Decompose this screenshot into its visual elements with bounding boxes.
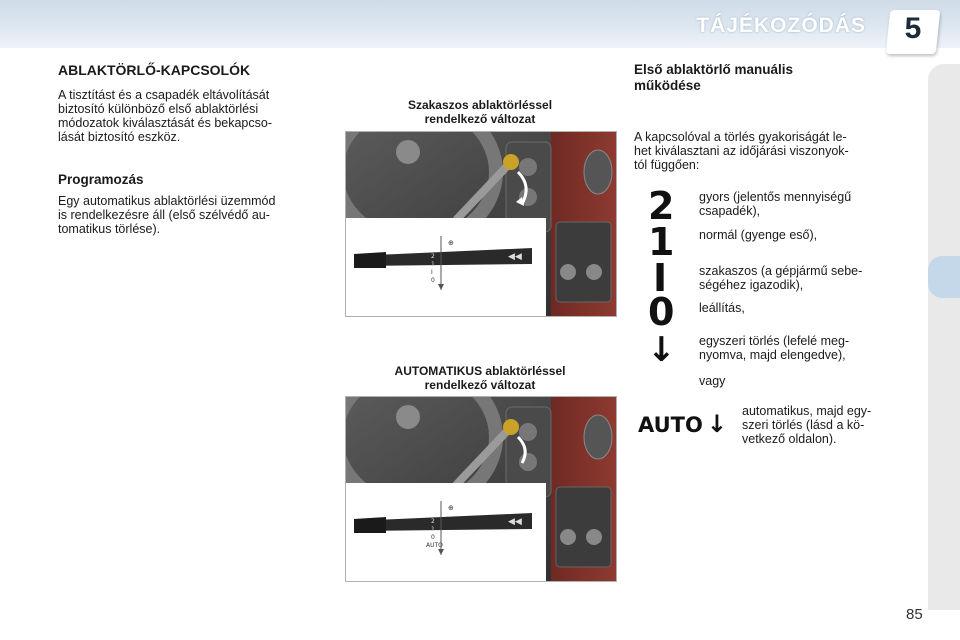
manual-operation-heading: Első ablaktörlő manuális működése bbox=[634, 62, 794, 93]
arrow-down-icon: ↓ bbox=[647, 330, 676, 370]
stalk2-label-0: 0 bbox=[431, 534, 435, 541]
speed-2-icon: 2 bbox=[648, 184, 675, 228]
intermittent-icon: I bbox=[653, 256, 668, 300]
item-intermittent: szakaszos (a gépjármű sebe- ségéhez igazodik), bbox=[699, 264, 863, 292]
side-marker bbox=[928, 256, 960, 298]
item-normal: normál (gyenge eső), bbox=[699, 228, 818, 242]
svg-text:◀◀: ◀◀ bbox=[508, 252, 522, 262]
caption-intermittent: Szakaszos ablaktörléssel rendelkező változat bbox=[407, 98, 553, 126]
page-title: TÁJÉKOZÓDÁS bbox=[696, 14, 866, 37]
item-fast: gyors (jelentős mennyiségű csapadék), bbox=[699, 190, 852, 218]
or-text: vagy bbox=[699, 374, 726, 388]
svg-text:◀◀: ◀◀ bbox=[508, 517, 522, 527]
speed-1-icon: 1 bbox=[648, 220, 675, 264]
svg-text:⊕: ⊕ bbox=[448, 504, 454, 512]
programming-paragraph: Egy automatikus ablaktörlési üzemmód is rendelkezésre áll (első szélvédő au- tomatikus törlése). bbox=[58, 194, 276, 236]
item-automatic: automatikus, majd egy- szeri törlés (lásd a kö- vetkező oldalon). bbox=[742, 404, 872, 446]
stalk1-label-0: 0 bbox=[431, 277, 435, 284]
stalk1-label-i: I bbox=[431, 269, 433, 276]
svg-text:⊕: ⊕ bbox=[448, 239, 454, 247]
item-single-wipe: egyszeri törlés (lefelé meg- nyomva, majd elengedve), bbox=[699, 334, 850, 362]
caption-automatic: AUTOMATIKUS ablaktörléssel rendelkező változat bbox=[394, 364, 566, 392]
photo-intermittent-stalk bbox=[345, 131, 617, 317]
intro-paragraph: A tisztítást és a csapadék eltávolítását biztosító különböző első ablaktörlési módozatok kiválasztását és bekapcso- lását biztosító eszköz. bbox=[58, 88, 272, 144]
section-heading: ABLAKTÖRLŐ-KAPCSOLÓK bbox=[58, 62, 251, 78]
chapter-number: 5 bbox=[904, 12, 922, 45]
dashboard-illustration-auto bbox=[346, 397, 616, 581]
stalk1-label-1: 1 bbox=[431, 261, 435, 268]
stalk2-label-1: 1 bbox=[431, 526, 435, 533]
off-0-icon: 0 bbox=[648, 290, 675, 334]
stalk2-label-2: 2 bbox=[431, 518, 435, 525]
subheading-programming: Programozás bbox=[58, 172, 144, 187]
item-off: leállítás, bbox=[699, 301, 745, 315]
auto-icon: AUTO ↓ bbox=[638, 410, 727, 438]
dashboard-illustration bbox=[346, 132, 616, 316]
manual-intro-paragraph: A kapcsolóval a törlés gyakoriságát le- het kiválasztani az időjárási viszonyok- tól függően: bbox=[634, 130, 849, 172]
stalk2-label-auto: AUTO bbox=[426, 542, 443, 549]
page-number: 85 bbox=[906, 606, 923, 623]
side-strip bbox=[928, 64, 960, 610]
photo-automatic-stalk bbox=[345, 396, 617, 582]
stalk1-label-2: 2 bbox=[431, 253, 435, 260]
